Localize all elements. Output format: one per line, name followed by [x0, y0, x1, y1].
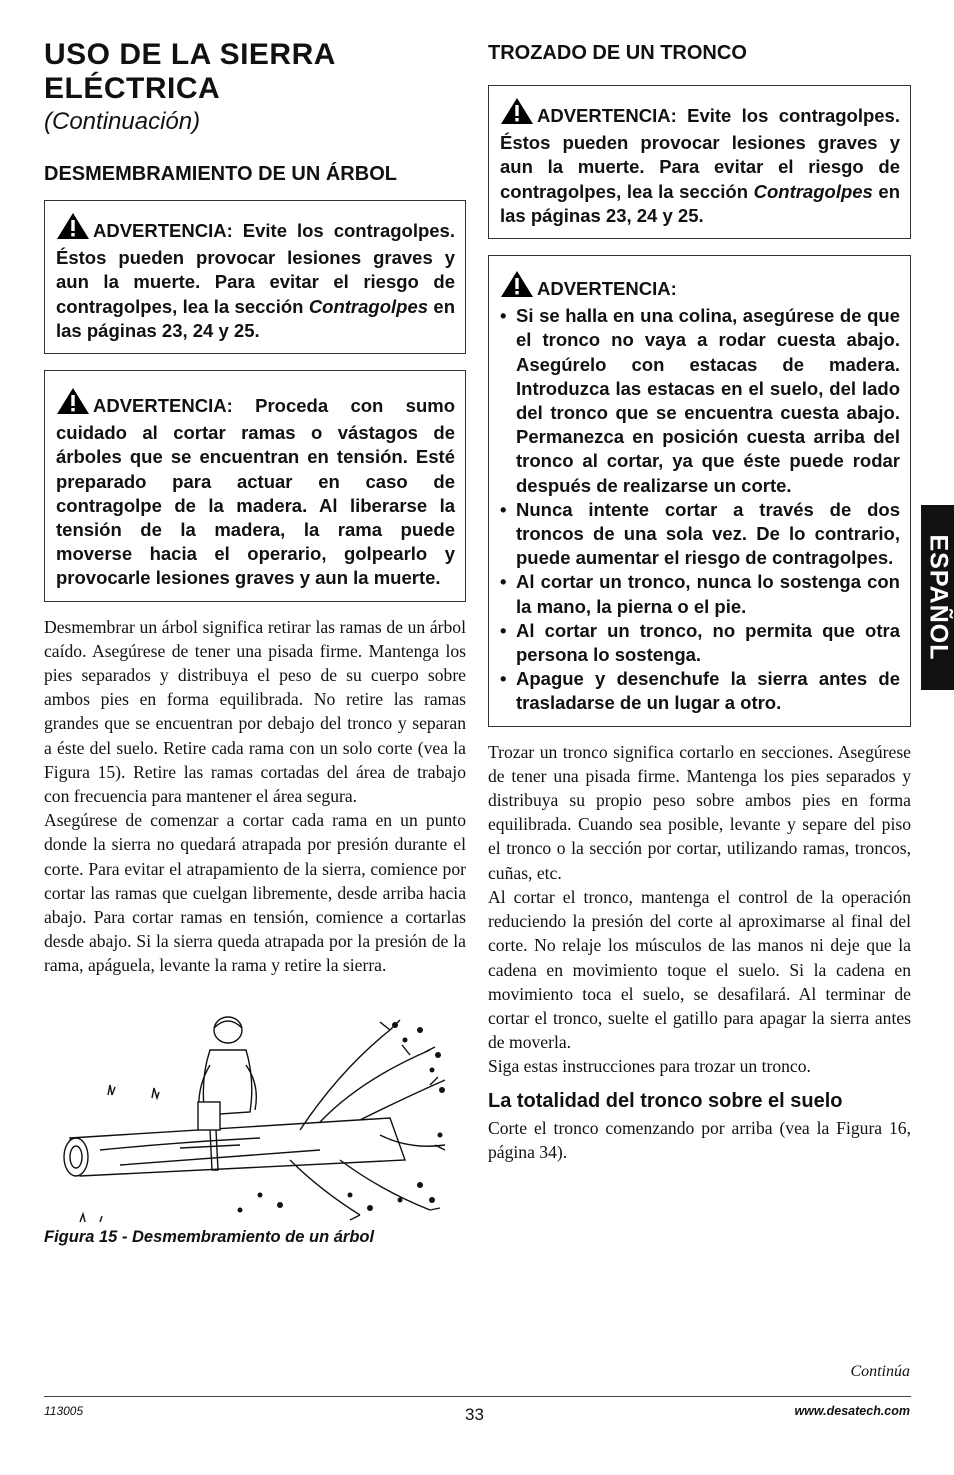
paragraph: Asegúrese de comenzar a cortar cada rama en un punto donde la sierra no quedará atrapada por presión durante el corte. Para evitar el atrapamiento de la sierra, comience por cortar las ramas que cuelgan libremente, desde arriba hacia abajo. Para cortar ramas en tensión, comience a cortarlas desde abajo. Si la sierra queda atrapada por la presión de la rama, apáguela, levante la rama y retire la sierra. — [44, 810, 466, 976]
page-subtitle: (Continuación) — [44, 108, 201, 135]
continued-note: Continúa — [850, 1363, 910, 1380]
website-link[interactable]: www.desatech.com — [794, 1404, 910, 1418]
paragraph: Corte el tronco comenzando por arriba (vea la Figura 16, página 34). — [488, 1117, 911, 1162]
paragraph: Siga estas instrucciones para trozar un tronco. — [488, 1056, 811, 1077]
list-item: • Apague y desenchufe la sierra antes de trasladarse de un lugar a otro. — [500, 667, 900, 715]
figure-15-illustration — [60, 1010, 450, 1225]
warning-triangle-icon — [56, 212, 90, 246]
warning-box-kickback: ADVERTENCIA: Evite los contragolpes. Éstos pueden provocar lesiones graves y aun la muerte. Para evitar el riesgo de contragolpes, lea la sección Contragolpes en las páginas 23, 24 y 25. — [488, 85, 911, 239]
warning-triangle-icon — [500, 97, 534, 131]
warning-box-kickback: ADVERTENCIA: Evite los contragolpes. Éstos pueden provocar lesiones graves y aun la muerte. Para evitar el riesgo de contragolpes, lea la sección Contragolpes en las páginas 23, 24 y 25. — [44, 200, 466, 354]
right-column — [488, 38, 911, 1164]
body-text-desmembramiento — [44, 615, 466, 978]
warning-box-log-safety: ADVERTENCIA: • Si se halla en una colina, asegúrese de que el tronco no vaya a rodar cuesta abajo. Asegúrelo con estacas de madera. Introduzca las estacas en el suelo, del lado del tronco que se encuentra cuesta abajo. Permanezca en posición cuesta arriba del tronco al cortar, ya que éste puede rodar después de realizarse un corte. • Nunca intente cortar a través de dos troncos de una sola vez. De lo contrario, puede aumentar el riesgo de contragolpes. • Al cortar un tronco, nunca lo sostenga con la mano, la pierna o el pie. • Al cortar un tronco, no permita que otra persona lo sostenga. • Apague y desenchufe la sierra antes de trasladarse de un lugar a otro. — [488, 255, 911, 727]
page-title: USO DE LA SIERRA ELÉCTRICA — [44, 38, 336, 105]
language-side-tab: ESPAÑOL — [921, 505, 954, 690]
warning-box-tension: ADVERTENCIA: Proceda con sumo cuidado al cortar ramas o vástagos de árboles que se encuentran en tensión. Esté preparado para actuar en caso de contragolpe de la madera. Al liberarse la tensión de la madera, la rama puede moverse hacia el operario, golpearlo y provocarle lesiones graves y aun la muerte. — [44, 370, 466, 602]
document-number: 113005 — [44, 1404, 84, 1418]
page-number: 33 — [465, 1405, 484, 1424]
figure-caption: Figura 15 - Desmembramiento de un árbol — [44, 1228, 375, 1246]
left-column — [44, 38, 466, 978]
paragraph: Trozar un tronco significa cortarlo en secciones. Asegúrese de tener una pisada firme. Mantenga los pies separados y distribuya su propio peso sobre ambos pies en forma equilibrada. Cuando sea posible, levante y separe del piso el tronco o la sección por cortar, utilizando ramas, troncos, cuñas, etc. — [488, 741, 911, 883]
list-item: • Al cortar un tronco, no permita que otra persona lo sostenga. — [500, 619, 900, 667]
section-heading-trozado: TROZADO DE UN TRONCO — [488, 42, 747, 64]
paragraph: Al cortar el tronco, mantenga el control de la operación reduciendo la presión del corte al aproximarse al final del corte. No relaje los músculos de las manos ni deje que la cadena en movimiento toque el suelo. Si la cadena en movimiento toca el suelo, se desafilará. Al terminar de cortar el tronco, suelte el gatillo para apagar la sierra antes de moverla. — [488, 886, 911, 1053]
warning-bullet-list — [500, 304, 900, 715]
footer-divider — [44, 1396, 911, 1397]
list-item: • Al cortar un tronco, nunca lo sostenga con la mano, la pierna o el pie. — [500, 570, 900, 618]
list-item: • Si se halla en una colina, asegúrese de que el tronco no vaya a rodar cuesta abajo. Asegúrelo con estacas de madera. Introduzca las estacas en el suelo, del lado del tronco que se encuentra cuesta abajo. Permanezca en posición cuesta arriba del tronco al cortar, ya que éste puede rodar después de realizarse un corte. — [500, 304, 900, 498]
list-item: • Nunca intente cortar a través de dos troncos de una sola vez. De lo contrario, puede aumentar el riesgo de contragolpes. — [500, 498, 900, 571]
warning-triangle-icon — [56, 387, 90, 421]
paragraph: Desmembrar un árbol significa retirar las ramas de un árbol caído. Asegúrese de tener una pisada firme. Mantenga los pies separados y distribuya el peso de su cuerpo sobre ambos pies en forma equilibrada. No retire las ramas grandes que se encuentran por debajo del tronco y separan a éste del suelo. Retire cada rama con un solo corte (vea la Figura 15). Retire las ramas cortadas del área de trabajo con frecuencia para mantener el área segura. — [44, 616, 466, 807]
section-heading-desmembramiento: DESMEMBRAMIENTO DE UN ÁRBOL — [44, 163, 397, 185]
body-text-trozado — [488, 740, 911, 1079]
warning-triangle-icon — [500, 270, 534, 304]
sub-heading: La totalidad del tronco sobre el suelo — [488, 1089, 843, 1112]
